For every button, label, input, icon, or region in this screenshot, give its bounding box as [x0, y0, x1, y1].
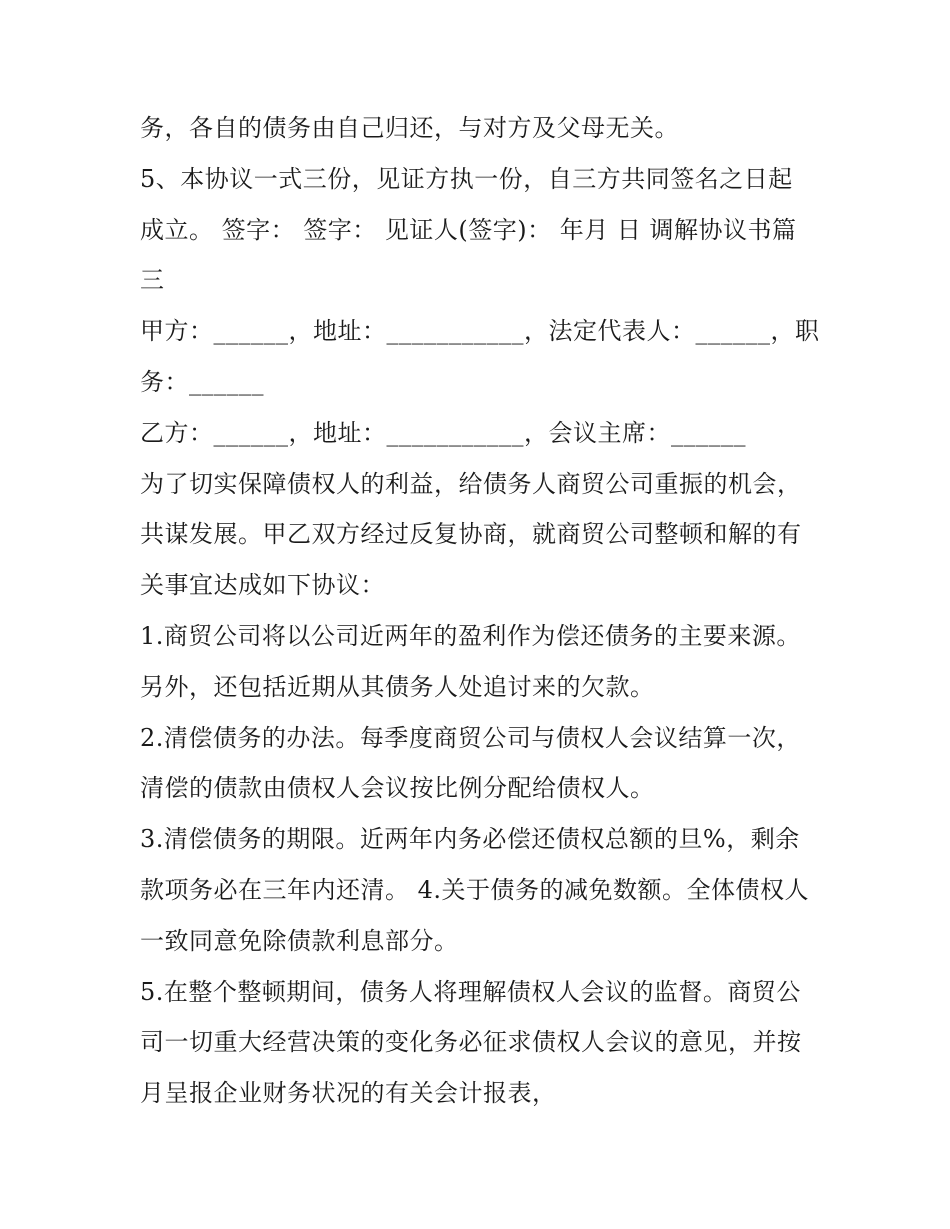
text-line: 务，各自的债务由自己归还，与对方及父母无关。: [140, 114, 679, 142]
text-line: 款项务必在三年内还清。 4.关于债务的减免数额。全体债权人: [140, 875, 810, 904]
text-line: 5、本协议一式三份，见证方执一份，自三方共同签名之日起: [140, 164, 793, 193]
text-line: 共谋发展。甲乙双方经过反复协商，就商贸公司整顿和解的有: [140, 520, 802, 549]
text-line: 三: [140, 266, 165, 295]
text-line: 另外，还包括近期从其债务人处追讨来的欠款。: [140, 672, 655, 701]
text-line: 为了切实保障债权人的利益，给债务人商贸公司重振的机会，: [140, 469, 802, 498]
text-line: 甲方：______，地址：___________，法定代表人：______，职: [140, 317, 820, 346]
text-line: 成立。 签字： 签字： 见证人(签字)： 年月 日 调解协议书篇: [140, 215, 797, 244]
text-line: 司一切重大经营决策的变化务必征求债权人会议的意见，并按: [140, 1028, 802, 1057]
text-line: 一致同意免除债款利息部分。: [140, 926, 459, 955]
text-line: 5.在整个整顿期间，债务人将理解债权人会议的监督。商贸公: [140, 977, 801, 1006]
text-line: 2.清偿债务的办法。每季度商贸公司与债权人会议结算一次，: [140, 723, 801, 752]
text-line: 关事宜达成如下协议：: [140, 571, 385, 600]
text-line: 务：______: [140, 367, 264, 396]
text-line: 月呈报企业财务状况的有关会计报表，: [140, 1079, 557, 1108]
document-body: [140, 103, 820, 1119]
text-line: 1.商贸公司将以公司近两年的盈利作为偿还债务的主要来源。: [140, 621, 801, 650]
text-line: 3.清偿债务的期限。近两年内务必偿还债权总额的旦%，剩余: [140, 825, 800, 854]
text-line: 清偿的债款由债权人会议按比例分配给债权人。: [140, 774, 655, 803]
text-line: 乙方：______，地址：___________，会议主席：______: [140, 418, 746, 447]
